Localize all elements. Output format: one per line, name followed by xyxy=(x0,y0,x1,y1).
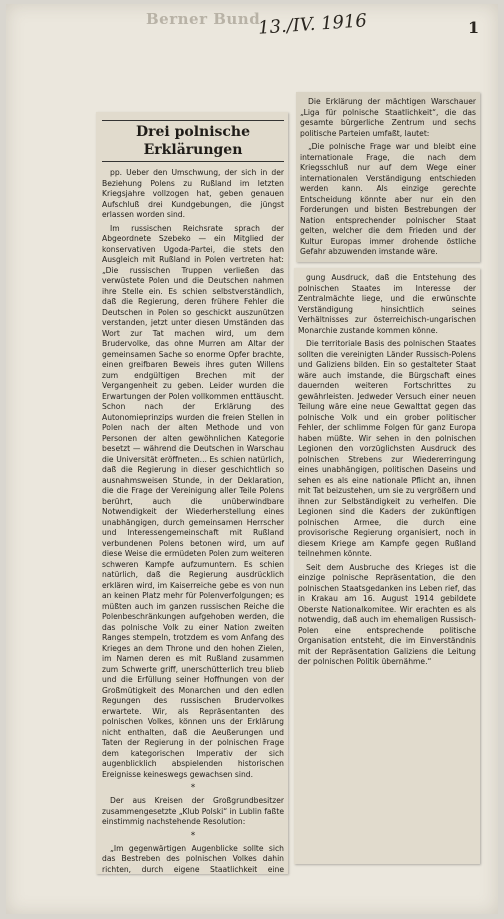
section-divider: * xyxy=(190,830,196,841)
clipping-right-bottom xyxy=(294,268,480,864)
handwritten-date: 13./IV. 1916 xyxy=(257,10,368,39)
newspaper-stamp: Berner Bund xyxy=(146,10,261,28)
article-headline: Drei polnische Erklärungen xyxy=(102,120,284,162)
clipping-right-top xyxy=(296,92,480,262)
paragraph: pp. Ueber den Umschwung, der sich in der Beziehung Polens zu Rußland im letzten Kriegsjahre vollzogen hat, geben genauen Aufschluß drei Kundgebungen, die jüngst erlassen worden sind. xyxy=(102,168,284,219)
paragraph: Die Erklärung der mächtigen Warschauer „Liga für polnische Staatlichkeit“, die das gesamte bürgerliche Zentrum und sechs politische Parteien umfaßt, lautet: xyxy=(300,97,476,138)
paragraph: „Die polnische Frage war und bleibt eine internationale Frage, die nach dem Kriegsschluß nur auf dem Wege einer internationalen Verständigung entschieden werden kann. Als einzige gerechte Entscheidung könnte aber nur ein den Forderungen und bisten Bestrebungen der Nation entsprechender polnischer Staat gelten, welcher die dem Frieden und der Kultur Europas immer drohende östliche Gefahr abzuwenden imstande wäre. xyxy=(300,142,476,256)
page-number: 1 xyxy=(468,18,480,37)
clipping-left xyxy=(96,112,288,874)
paragraph: gung Ausdruck, daß die Entstehung des polnischen Staates im Interesse der Zentralmächte liege, und die erwünschte Verständigung hinsichtlich seines Verhältnisses zur österreichisch-ungarischen Monarchie zustande kommen könne. xyxy=(298,273,476,335)
paragraph xyxy=(300,261,476,263)
section-divider: * xyxy=(190,783,196,793)
paragraph: Im russischen Reichsrate sprach der Abgeordnete Szebeko — ein Mitglied der konservativen Ugoda-Partei, die stets den Ausgleich mit Rußland in Polen vertreten hat: „Die russischen Truppen verließen das verwüstete Polen und die Deutschen nahmen ihre Stelle ein. Es schien selbstverständlich, daß die Regierung, deren frühere Fehler die Deutschen in Polen so geschickt auszunützen verstanden, jetzt unter diesen Umständen das Wort zur Tat machen wird, um dem Brudervolke, das ohne Murren am Altar der gemeinsamen Sache so enorme Opfer brachte, einen greifbaren Beweis ihres guten Willens zum endgültigen Brechen mit der Vergangenheit zu geben. Leider wurden die Erwartungen der Polen vollkommen enttäuscht. Schon nach der Erklärung des Autonomieprinzips wurden die freien Stellen in Polen nach der alten Methode und von Personen der alten gewöhnlichen Kategorie besetzt — während die Deutschen in Warschau die Universität eröffneten... Es schien natürlich, daß die Regierung in dieser geschichtlich so ausnahmsweisen Stunde, in der Deklaration, die die Frage der Vereinigung aller Teile Polens berührt, auch die unüberwindbare Notwendigkeit der Wiederherstellung eines unabhängigen, durch gemeinsamen Herrscher und Interessengemeinschaft mit Rußland verbundenen Polens betonen wird, um auf diese Weise die ermüdeten Polen zum weiteren schweren Kampfe aufzumuntern. Es schien natürlich, daß die Regierung ausdrücklich erklären wird, im Kaiserreiche gebe es von nun an keinen Platz mehr für Polenverfolgungen; es müßten auch im ganzen russischen Reiche die Polenbeschränkungen aufgehoben werden, die das polnische Volk zu einer Nation zweiten Ranges stempeln, trotzdem es vom Anfang des Krieges an dem Throne und den hohen Zielen, im Namen deren es mit Rußland zusammen zum Schwerte griff, unerschütterlich treu blieb und die Erfüllung seiner Hoffnungen von der Großmütigkeit des Monarchen und den edlen Regungen des russischen Brudervolkes erwartete. Wir, als Repräsentanten des polnischen Volkes, können uns der Erklärung nicht enthalten, daß die Aeußerungen und Taten der Regierung in der polnischen Frage dem kategorischen Imperativ der sich augenblicklich abspielenden historischen Ereignisse keineswegs gewachsen sind. xyxy=(102,223,284,779)
paragraph: Seit dem Ausbruche des Krieges ist die einzige polnische Repräsentation, die den polnischen Staatsgedanken ins Leben rief, das in Krakau am 16. August 1914 gebildete Oberste Nationalkomitee. Wir erachten es als notwendig, daß auch im ehemaligen Russisch-Polen eine entsprechende politische Organisation entsteht, die im Einverständnis mit der Repräsentation Galiziens die Leitung der polnischen Politik übernähme.“ xyxy=(298,562,476,666)
paragraph: Der aus Kreisen der Großgrundbesitzer zusammengesetzte „Klub Polski“ in Lublin faßte einstimmig nachstehende Resolution: xyxy=(102,796,284,826)
paragraph: Die territoriale Basis des polnischen Staates sollten die vereinigten Länder Russisch-Polens und Galiziens bilden. Ein so gestalteter Staat wäre auch imstande, die Bürgschaft eines dauernden weiteren Fortschrittes zu gewährleisten. Jedweder Versuch einer neuen Teilung wäre eine neue Gewalttat gegen das polnische Volk und ein grober politischer Fehler, der schlimme Folgen für ganz Europa haben müßte. Wir sehen in den polnischen Legionen den vorzüglichsten Ausdruck des polnischen Strebens zur Wiedererringung eines unabhängigen, politischen Daseins und sehen es als eine nationale Pflicht an, ihnen mit Tat beizustehen, um sie zu vergrößern und ihnen zur Selbständigkeit zu verhelfen. Die Legionen sind die Kaders der zukünftigen polnischen Armee, die durch eine provisorische Regierung organisiert, noch in diesem Kriege am Kampfe gegen Rußland teilnehmen könnte. xyxy=(298,339,476,558)
paragraph: „Im gegenwärtigen Augenblicke sollte sich das Bestreben des polnischen Volkes dahin richten, durch eigene Staatlichkeit eine xyxy=(102,843,284,874)
